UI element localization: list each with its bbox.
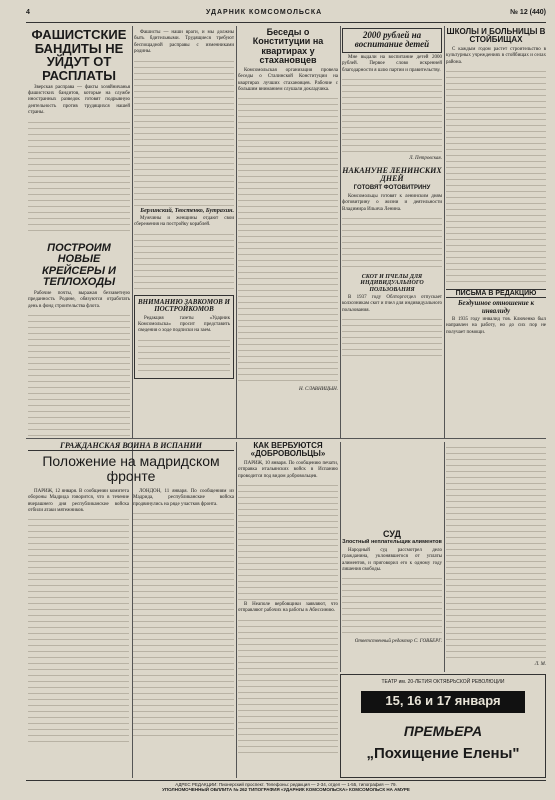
volunteers-headline: КАК ВЕРБУЮТСЯ «ДОБРОВОЛЬЦЫ» [250, 442, 326, 459]
cruisers-headline: ПОСТРОИМ НОВЫЕ КРЕЙСЕРЫ И ТЕПЛОХОДЫ [42, 241, 116, 289]
theatre-dates: 15, 16 и 17 января [385, 693, 501, 708]
masthead [26, 4, 546, 23]
page-number: 4 [26, 9, 30, 16]
cattle-article: В 1937 году Облторготдел отпускает колхозникам скот и пчел для индивидуального пользования. [342, 294, 442, 313]
cruisers-article: Рабочие почты, выражая беззаветную преданность Родине, обязуются отработать день в фонд строительства флота. [28, 290, 130, 309]
spain-article: ПАРИЖ, 12 января. В сообщении комитета обороны Мадрида говорится, что в течение вчерашнего дня республиканские войска отбили атаки мятежников. [28, 488, 129, 513]
schools-headline: ШКОЛЫ И БОЛЬНИЦЫ В СТОЙБИЩАХ [446, 28, 546, 45]
column-2-article-2: Мужчины и женщины отдают свои сбережения на постройку кораблей. [134, 216, 234, 228]
schools-article: С каждым годом растет строительство в культурных учреждениях в стойбищах и селах района. [446, 46, 546, 65]
footer [26, 780, 546, 798]
spain-kicker: ГРАЖДАНСКАЯ ВОЙНА В ИСПАНИИ [28, 442, 234, 451]
column-4 [342, 28, 442, 436]
spain-article-2: ЛОНДОН, 11 января. По сообщениям из Мадрида, республиканские войска продвинулись на ряде участков фронта. [133, 488, 234, 507]
footer-printing: УПОЛНОМОЧЕННЫЙ ОБЛЛИТА № 262 ТИПОГРАФИЯ «УДАРНИК КОМСОМОЛЬСКА» КОМСОМОЛЬСК НА АМУРЕ [162, 787, 410, 792]
invalid-headline: Бездушное отношение к инвалиду [457, 299, 535, 315]
lenin-headline: НАКАНУНЕ ЛЕНИНСКИХ ДНЕЙ [342, 165, 442, 183]
constitution-headline: Беседы о Конституции на квартирах у стахановцев [252, 28, 324, 66]
invalid-article: В 1935 году инвалид тов. Ключенко был направлен на работу, но до сих пор не получает помощи. [446, 317, 546, 335]
court-subheadline: Злостный неплательщик алиментов [342, 539, 442, 546]
court-block [342, 530, 442, 672]
constitution-article: Комсомольская организация провела беседы о Сталинской Конституции на квартирах лучших стахановцев. Рабочие с большим вниманием слушали докладчика. [238, 67, 338, 92]
editor-line: Ответственный редактор С. ГОВБЕРГ. [354, 639, 442, 645]
children-signature: Л. Петровская. [409, 156, 442, 162]
letter-signature: Л. М. [534, 662, 546, 667]
issue-number: № 12 (440) [510, 9, 546, 16]
children-headline: 2000 рублей на воспитание детей [342, 28, 442, 53]
notice-text: Редакция газеты «Ударник Комсомольска» просит представить сведения о ходе подписки на заем. [138, 315, 230, 334]
fascists-headline: ФАШИСТСКИЕ БАНДИТЫ НЕ УЙДУТ ОТ РАСПЛАТЫ [31, 28, 127, 83]
column-5-continued [446, 442, 546, 670]
column-2-article: Фашисты — наши враги, и мы должны быть бдительными. Трудящиеся требуют беспощадной расправы с изменниками родины. [134, 30, 234, 55]
volunteers-article-2: В Неаполе вербовщики заявляют, что отправляют рабочих на работы в Абиссинию. [238, 602, 338, 614]
cattle-headline: СКОТ И ПЧЕЛЫ ДЛЯ ИНДИВИДУАЛЬНОГО ПОЛЬЗОВАНИЯ [360, 273, 424, 293]
lenin-subheadline: ГОТОВЯТ ФОТОВИТРИНУ [353, 185, 431, 192]
theatre-play-title: „Похищение Елены" [366, 745, 520, 762]
lenin-article: Комсомольцы готовят к ленинским дням фотовитрину о жизни и деятельности Владимира Ильича Ленина. [342, 193, 442, 212]
children-article: Мне выдали на воспитание детей 2000 рублей. Первое слово искренней благодарности я шлю партии и правительству. [342, 54, 442, 73]
column-3 [238, 28, 338, 436]
court-article: Народный суд рассмотрел дело гражданина, уклонявшегося от уплаты алиментов, и приговорил его к одному году лишения свободы. [342, 547, 442, 573]
notice-title: ВНИМАНИЮ ЗАВКОМОВ И ПОСТРОЙКОМОВ [138, 297, 231, 314]
volunteers-article: ПАРИЖ, 10 января. По сообщению печати, отправка итальянских войск в Испанию проводится под видом добровольцев. [238, 460, 338, 479]
court-headline: СУД [383, 530, 401, 539]
column-2 [134, 28, 234, 436]
column-5 [446, 28, 546, 436]
newspaper-title: УДАРНИК КОМСОМОЛЬСКА [206, 9, 323, 16]
theatre-name: ТЕАТР им. 20-ЛЕТИЯ ОКТЯБРЬСКОЙ РЕВОЛЮЦИИ [381, 679, 505, 685]
notice-box [134, 295, 234, 379]
constitution-signature: Н. СЛАВНИЦЫН. [298, 387, 338, 393]
theatre-premiere: ПРЕМЬЕРА [403, 723, 483, 739]
spain-headline: Положение на мадридском фронте [42, 453, 220, 485]
column-2-signature: Берлинский, Твостенко, Бутрахин. [140, 207, 234, 214]
column-1 [28, 28, 130, 436]
volunteers-block [238, 442, 338, 778]
footer-address: АДРЕС РЕДАКЦИИ: Пионерский проспект. Телефоны: редакция — 2-34, отдел — 1-55, типография — 79. [175, 782, 397, 787]
theatre-ad [340, 674, 546, 778]
spain-article-block [28, 442, 234, 778]
fascists-article: Зверская расправа — факты хозяйничанья фашистских бандитов, которые на службе иностранных разведок готовят подрывную деятельность против трудящихся нашей страны. [28, 84, 130, 116]
letters-title: ПИСЬМА В РЕДАКЦИЮ [446, 289, 546, 298]
